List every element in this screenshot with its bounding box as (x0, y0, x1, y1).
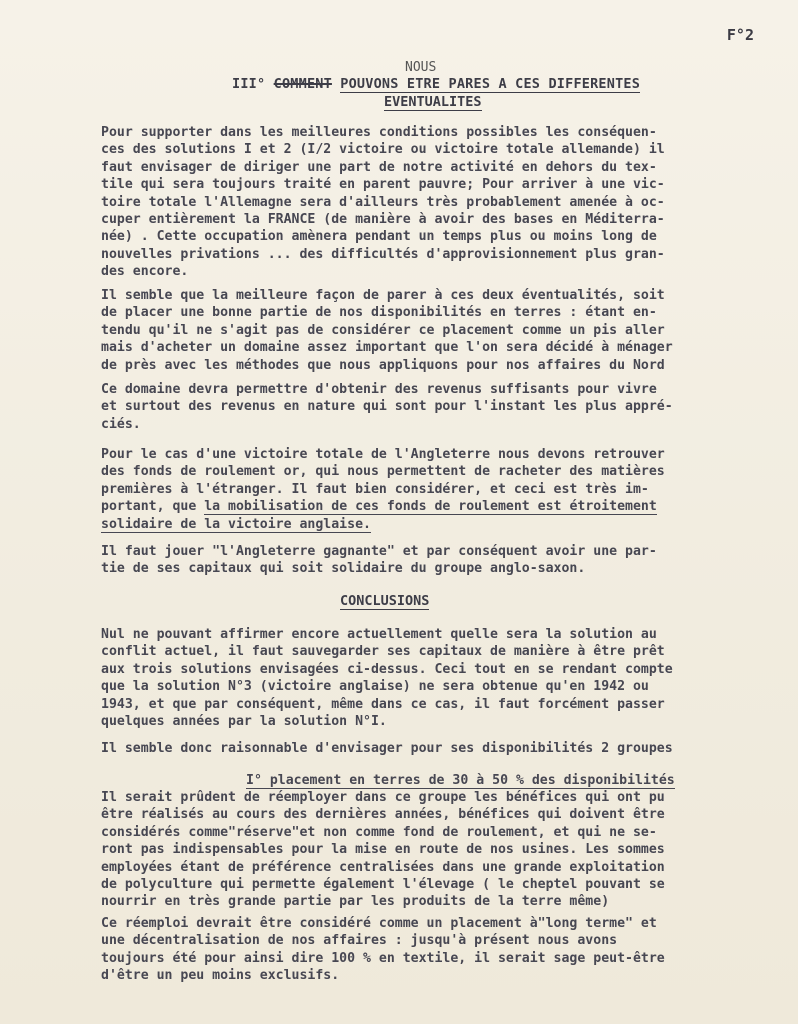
paragraph-4-underlined-1: la mobilisation de ces fonds de roulement est étroitement (204, 499, 657, 515)
paragraph-4-underlined-2: solidaire de la victoire anglaise. (101, 516, 371, 532)
title-struck-word: COMMENT (273, 76, 332, 92)
title-handwritten-insertion: NOUS (405, 60, 437, 75)
section-title-line2: EVENTUALITES (384, 94, 482, 110)
conclusions-heading: CONCLUSIONS (340, 593, 430, 609)
paragraph-1: Pour supporter dans les meilleures conditions possibles les conséquen- ces des solutions I et 2 (I/2 victoire ou victoire totale allemande) il faut envisager de diriger une part de notre activité en dehors du tex- tile qui sera toujours traité en parent pauvre; Pour arriver à une vic- toire totale l'Allemagne sera d'ailleurs très probablement amenée à oc- cuper entièrement la FRANCE (de manière à avoir des bases en Méditerra- née) . Cette occupation amènera pendant un temps plus ou moins long de nouvelles privations ... des difficultés d'approvisionnement plus gran- des encore. (101, 125, 665, 280)
paragraph-4 (101, 446, 791, 533)
paragraph-7: Il semble donc raisonnable d'envisager pour ses disponibilités 2 groupes (101, 741, 673, 756)
title-prefix: III° (232, 76, 266, 92)
paragraph-8: Il serait prûdent de réemployer dans ce groupe les bénéfices qui ont pu être réalisés au cours des dernières années, bénéfices qui doivent être considérés comme"réserve"et non comme fond de roulement, et qui ne se- ront pas indispensables pour la mise en route de nos usines. Les sommes employées étant de préférence centralisées dans une grande exploitation de polyculture qui permette également l'élevage ( le cheptel pouvant se nourrir en très grande partie par les produits de la terre même) (101, 790, 665, 910)
title-main: POUVONS ETRE PARES A CES DIFFERENTES (340, 76, 641, 92)
paragraph-3: Ce domaine devra permettre d'obtenir des revenus suffisants pour vivre et surtout des revenus en nature qui sont pour l'instant les plus appré- ciés. (101, 382, 673, 432)
paragraph-9: Ce réemploi devrait être considéré comme un placement à"long terme" et une décentralisation de nos affaires : jusqu'à présent nous avons toujours été pour ainsi dire 100 % en textile, il serait sage peut-être d'être un peu moins exclusifs. (101, 916, 665, 984)
page-number: F°2 (726, 26, 754, 44)
paragraph-5: Il faut jouer "l'Angleterre gagnante" et par conséquent avoir une par- tie de ses capitaux qui soit solidaire du groupe anglo-saxon. (101, 544, 657, 577)
paragraph-4-text: Pour le cas d'une victoire totale de l'Angleterre nous devons retrouver des fonds de roulement or, qui nous permettent de racheter des matières premières à l'étranger. Il faut bien considérer, et ceci est très im- portant, que (101, 447, 665, 515)
paragraph-6: Nul ne pouvant affirmer encore actuellement quelle sera la solution au conflit actuel, il faut sauvegarder ses capitaux de manière à être prêt aux trois solutions envisagées ci-dessus. Ceci tout en se rendant compte que la solution N°3 (victoire anglaise) ne sera obtenue qu'en 1942 ou 1943, et que par conséquent, même dans ce cas, il faut forcément passer quelques années par la solution N°I. (101, 627, 673, 730)
section-title (232, 76, 640, 92)
list-item-1: I° placement en terres de 30 à 50 % des disponibilités (246, 773, 675, 788)
paragraph-2: Il semble que la meilleure façon de parer à ces deux éventualités, soit de placer une bonne partie de nos disponibilités en terres : étant en- tendu qu'il ne s'agit pas de considérer ce placement comme un pis aller mais d'acheter un domaine assez important que l'on sera décidé à ménager de près avec les méthodes que nous appliquons pour nos affaires du Nord (101, 288, 673, 373)
